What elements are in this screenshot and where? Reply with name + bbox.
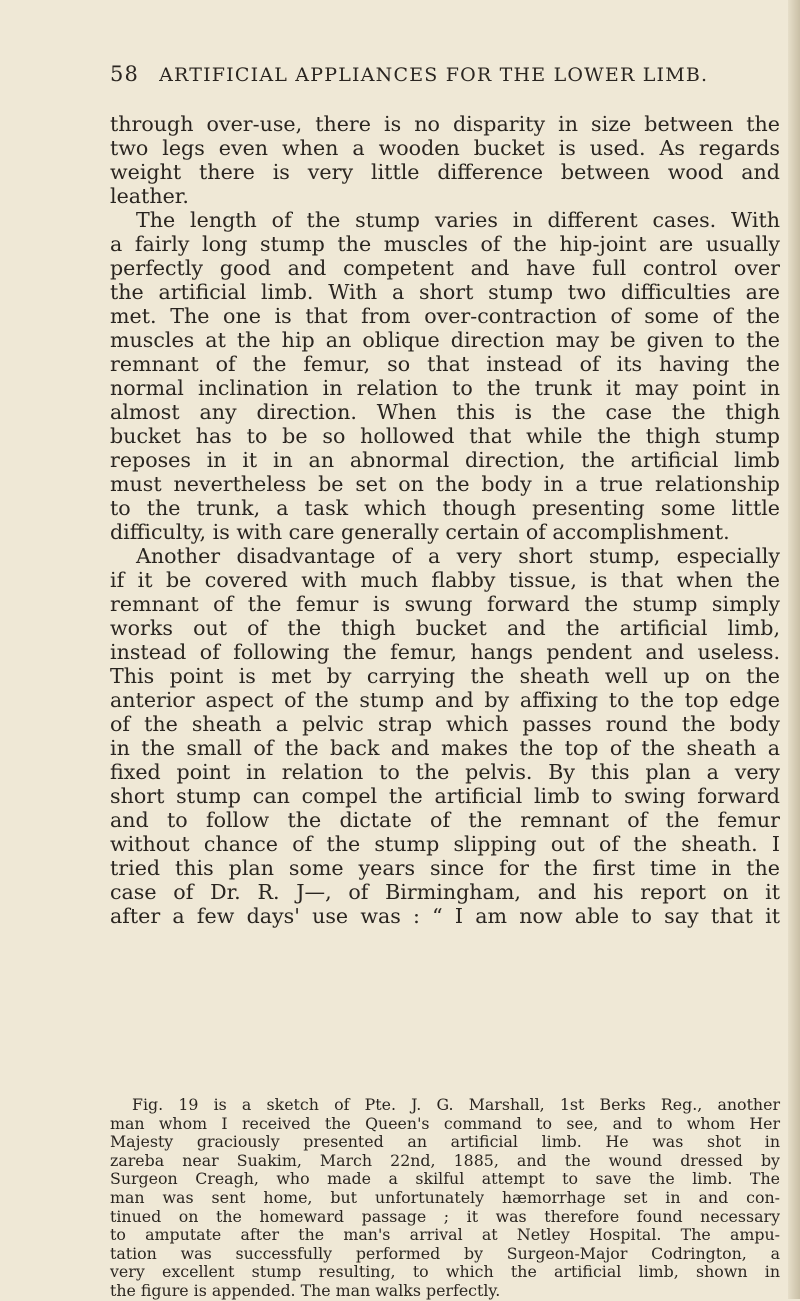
running-header bbox=[110, 62, 770, 86]
figure-caption bbox=[110, 1096, 780, 1301]
text-line: reposes in it in an abnormal direction, the artificial limb bbox=[110, 448, 780, 472]
caption-line: man was sent home, but unfortunately hæmorrhage set in and con- bbox=[110, 1187, 780, 1207]
text-line: tried this plan some years since for the first time in the bbox=[110, 856, 780, 880]
text-line: muscles at the hip an oblique direction may be given to the bbox=[110, 328, 780, 352]
text-line: perfectly good and competent and have full control over bbox=[110, 256, 780, 280]
text-line: the artificial limb. With a short stump two difficulties are bbox=[110, 280, 780, 304]
text-line: This point is met by carrying the sheath well up on the bbox=[110, 664, 780, 688]
text-line: leather. bbox=[110, 184, 189, 208]
text-line: to the trunk, a task which though presenting some little bbox=[110, 496, 780, 520]
text-line: works out of the thigh bucket and the artificial limb, bbox=[110, 616, 780, 640]
text-line: almost any direction. When this is the case the thigh bbox=[110, 400, 780, 424]
paragraph-2 bbox=[110, 208, 780, 544]
text-line: through over-use, there is no disparity in size between the bbox=[110, 112, 780, 136]
paragraph-1 bbox=[110, 112, 780, 208]
text-line: two legs even when a wooden bucket is used. As regards bbox=[110, 136, 780, 160]
text-line: remnant of the femur is swung forward the stump simply bbox=[110, 592, 780, 616]
text-line: after a few days' use was : “ I am now able to say that it bbox=[110, 904, 780, 928]
text-line: and to follow the dictate of the remnant of the femur bbox=[110, 808, 780, 832]
caption-line: Fig. 19 is a sketch of Pte. J. G. Marshall, 1st Berks Reg., another bbox=[132, 1095, 780, 1114]
text-line: a fairly long stump the muscles of the hip-joint are usually bbox=[110, 232, 780, 256]
caption-line: zareba near Suakim, March 22nd, 1885, and the wound dressed by bbox=[110, 1150, 780, 1170]
caption-line: tinued on the homeward passage ; it was therefore found necessary bbox=[110, 1206, 780, 1226]
text-line: met. The one is that from over-contraction of some of the bbox=[110, 304, 780, 328]
caption-line: the figure is appended. The man walks perfectly. bbox=[110, 1280, 501, 1300]
page-edge-shadow bbox=[788, 0, 800, 1299]
text-line: fixed point in relation to the pelvis. By this plan a very bbox=[110, 760, 780, 784]
text-line: The length of the stump varies in different cases. With bbox=[136, 208, 780, 232]
text-line: remnant of the femur, so that instead of its having the bbox=[110, 352, 780, 376]
caption-line: very excellent stump resulting, to which the artificial limb, shown in bbox=[110, 1262, 780, 1282]
text-line: case of Dr. R. J—, of Birmingham, and his report on it bbox=[110, 880, 780, 904]
text-line: of the sheath a pelvic strap which passes round the body bbox=[110, 712, 780, 736]
text-line: without chance of the stump slipping out of the sheath. I bbox=[110, 832, 780, 856]
running-title: ARTIFICIAL APPLIANCES FOR THE LOWER LIMB. bbox=[159, 64, 709, 86]
text-line: in the small of the back and makes the top of the sheath a bbox=[110, 736, 780, 760]
text-line: weight there is very little difference between wood and bbox=[110, 160, 780, 184]
text-line: instead of following the femur, hangs pendent and useless. bbox=[110, 640, 780, 664]
text-line: normal inclination in relation to the trunk it may point in bbox=[110, 376, 780, 400]
text-line: bucket has to be so hollowed that while the thigh stump bbox=[110, 424, 780, 448]
caption-line: Surgeon Creagh, who made a skilful attempt to save the limb. The bbox=[110, 1169, 780, 1189]
caption-line: Majesty graciously presented an artificial limb. He was shot in bbox=[110, 1132, 780, 1152]
body-text bbox=[110, 112, 780, 928]
caption-line: man whom I received the Queen's command to see, and to whom Her bbox=[110, 1113, 780, 1133]
page-number: 58 bbox=[110, 62, 140, 86]
text-line: must nevertheless be set on the body in a true relationship bbox=[110, 472, 780, 496]
caption-line: to amputate after the man's arrival at Netley Hospital. The ampu- bbox=[110, 1225, 780, 1245]
caption-line: tation was successfully performed by Surgeon-Major Codrington, a bbox=[110, 1243, 780, 1263]
paragraph-3 bbox=[110, 544, 780, 928]
text-line: anterior aspect of the stump and by affixing to the top edge bbox=[110, 688, 780, 712]
text-line: if it be covered with much flabby tissue, is that when the bbox=[110, 568, 780, 592]
text-line: Another disadvantage of a very short stump, especially bbox=[136, 544, 780, 568]
text-line: difficulty, is with care generally certain of accomplishment. bbox=[110, 520, 730, 544]
text-line: short stump can compel the artificial limb to swing forward bbox=[110, 784, 780, 808]
